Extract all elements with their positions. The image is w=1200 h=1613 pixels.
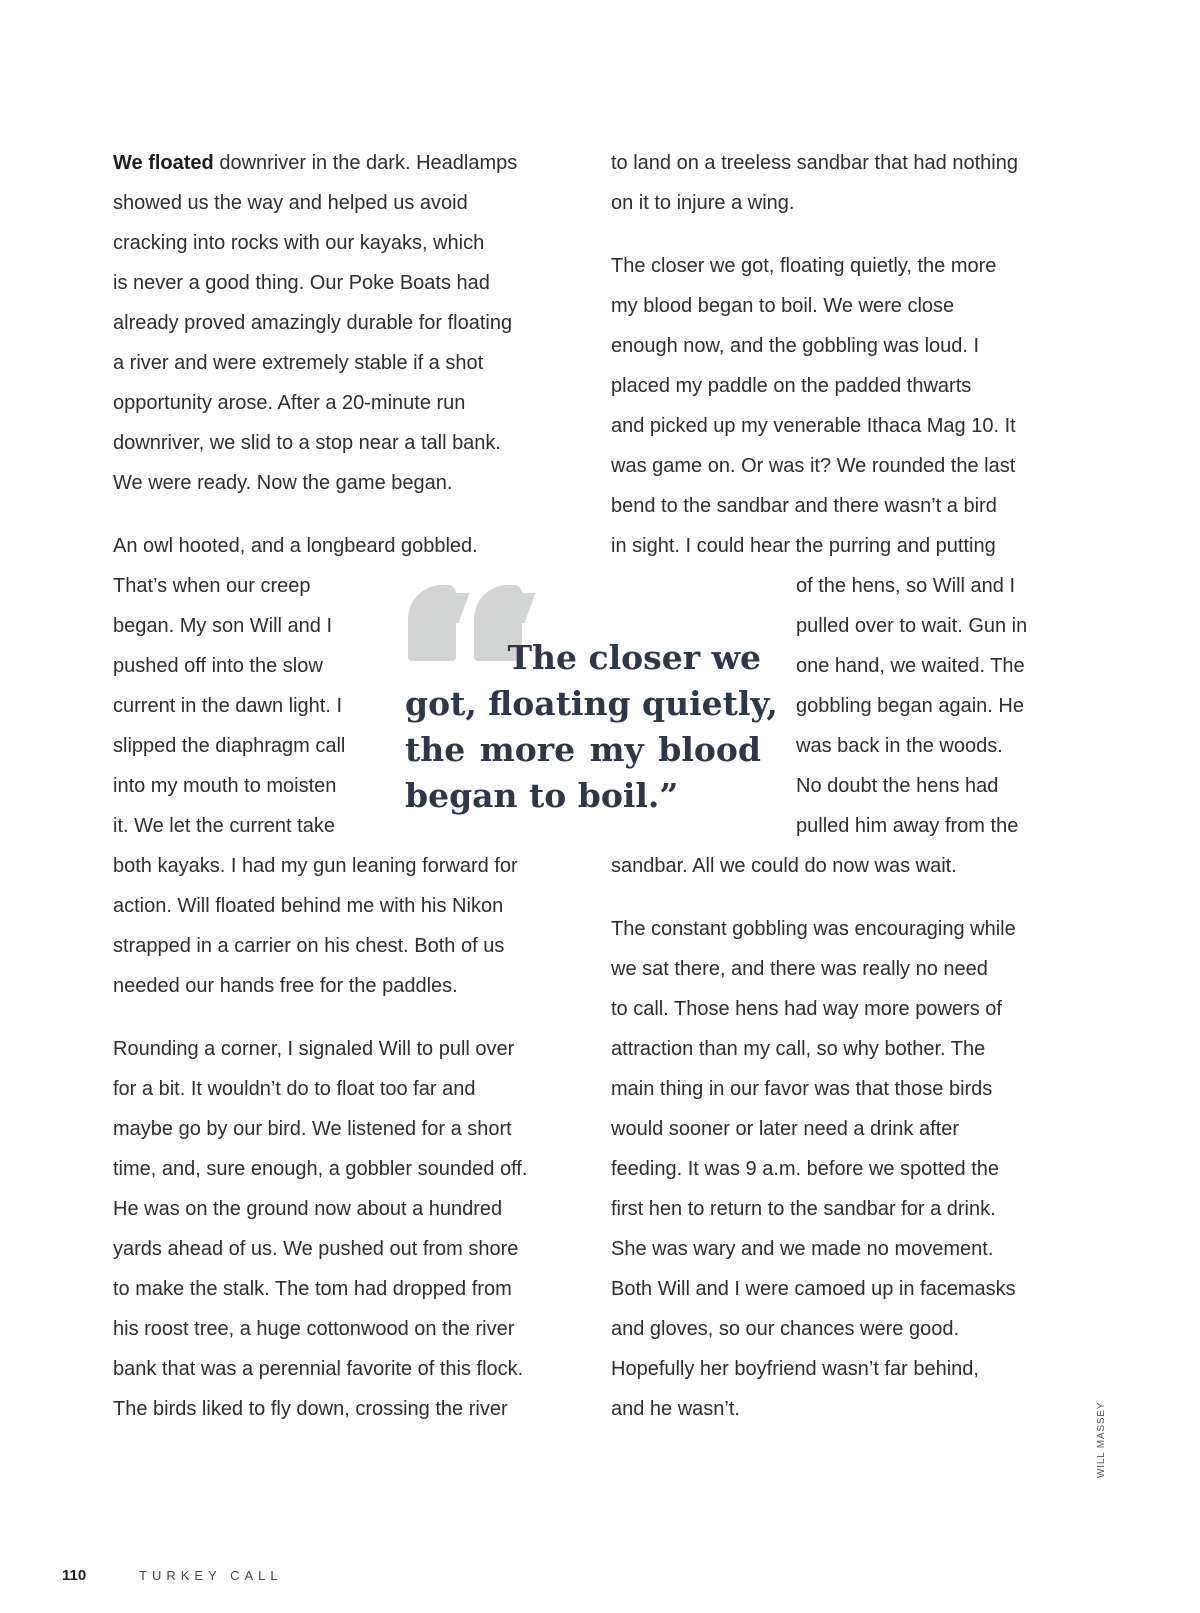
- column-line: He was on the ground now about a hundred: [113, 1198, 503, 1220]
- column-line: of the hens, so Will and I: [796, 575, 1016, 597]
- column-line: opportunity arose. After a 20-minute run: [113, 392, 466, 414]
- pull-quote-line: The closer we: [507, 638, 761, 677]
- column-line: and picked up my venerable Ithaca Mag 10. It: [611, 415, 1016, 437]
- column-line: already proved amazingly durable for floating: [113, 312, 513, 334]
- column-line: She was wary and we made no movement.: [611, 1238, 994, 1260]
- column-line: is never a good thing. Our Poke Boats had: [113, 272, 490, 294]
- column-line: showed us the way and helped us avoid: [113, 192, 468, 214]
- lead-in: We floated: [113, 152, 214, 174]
- column-line: both kayaks. I had my gun leaning forward for: [113, 855, 518, 877]
- column-line: needed our hands free for the paddles.: [113, 975, 458, 997]
- column-line: my blood began to boil. We were close: [611, 295, 955, 317]
- column-line: downriver, we slid to a stop near a tall bank.: [113, 432, 501, 454]
- column-line: time, and, sure enough, a gobbler sounded off.: [113, 1158, 528, 1180]
- column-line: was back in the woods.: [796, 735, 1003, 757]
- column-line: We were ready. Now the game began.: [113, 472, 453, 494]
- column-line: strapped in a carrier on his chest. Both of us: [113, 935, 505, 957]
- column-line: action. Will floated behind me with his Nikon: [113, 895, 504, 917]
- column-line: pulled him away from the: [796, 815, 1019, 837]
- pull-quote-line: began to boil.”: [405, 776, 679, 815]
- column-line: on it to injure a wing.: [611, 192, 795, 214]
- column-line: was game on. Or was it? We rounded the last: [611, 455, 1016, 477]
- column-line: cracking into rocks with our kayaks, which: [113, 232, 485, 254]
- column-line: bank that was a perennial favorite of this flock.: [113, 1358, 524, 1380]
- column-line: The constant gobbling was encouraging while: [611, 918, 1016, 940]
- column-line: bend to the sandbar and there wasn’t a bird: [611, 495, 997, 517]
- column-line: Hopefully her boyfriend wasn’t far behind,: [611, 1358, 979, 1380]
- column-line: it. We let the current take: [113, 815, 335, 837]
- column-line: a river and were extremely stable if a shot: [113, 352, 484, 374]
- column-line: The birds liked to fly down, crossing the river: [113, 1398, 508, 1420]
- column-line: gobbling began again. He: [796, 695, 1024, 717]
- column-line: we sat there, and there was really no need: [611, 958, 988, 980]
- column-line: to make the stalk. The tom had dropped from: [113, 1278, 512, 1300]
- column-line: enough now, and the gobbling was loud. I: [611, 335, 980, 357]
- column-line: for a bit. It wouldn’t do to float too far and: [113, 1078, 476, 1100]
- column-line: began. My son Will and I: [113, 615, 332, 637]
- column-line: to call. Those hens had way more powers of: [611, 998, 1002, 1020]
- column-line: [113, 151, 517, 175]
- column-line: first hen to return to the sandbar for a drink.: [611, 1198, 996, 1220]
- column-line: That’s when our creep: [113, 575, 311, 597]
- column-line: would sooner or later need a drink after: [611, 1118, 959, 1140]
- line-text: downriver in the dark. Headlamps: [213, 152, 518, 174]
- column-line: pulled over to wait. Gun in: [796, 615, 1028, 637]
- column-line: Rounding a corner, I signaled Will to pull over: [113, 1038, 515, 1060]
- column-line: pushed off into the slow: [113, 655, 323, 677]
- column-line: to land on a treeless sandbar that had nothing: [611, 152, 1018, 174]
- column-line: Both Will and I were camoed up in facemasks: [611, 1278, 1016, 1300]
- pull-quote-line: the more my blood: [405, 730, 761, 769]
- column-line: in sight. I could hear the purring and putting: [611, 535, 996, 557]
- column-line: attraction than my call, so why bother. The: [611, 1038, 986, 1060]
- column-line: placed my paddle on the padded thwarts: [611, 375, 972, 397]
- photo-credit: WILL MASSEY: [1096, 1401, 1107, 1478]
- column-line: his roost tree, a huge cottonwood on the river: [113, 1318, 515, 1340]
- column-line: sandbar. All we could do now was wait.: [611, 855, 957, 877]
- column-line: and he wasn’t.: [611, 1398, 740, 1420]
- column-line: An owl hooted, and a longbeard gobbled.: [113, 535, 478, 557]
- column-line: The closer we got, floating quietly, the more: [611, 255, 997, 277]
- column-line: slipped the diaphragm call: [113, 735, 346, 757]
- column-line: main thing in our favor was that those birds: [611, 1078, 993, 1100]
- column-line: maybe go by our bird. We listened for a short: [113, 1118, 512, 1140]
- column-line: No doubt the hens had: [796, 775, 999, 797]
- column-line: yards ahead of us. We pushed out from shore: [113, 1238, 519, 1260]
- column-line: feeding. It was 9 a.m. before we spotted the: [611, 1158, 1000, 1180]
- column-line: current in the dawn light. I: [113, 695, 343, 717]
- column-line: into my mouth to moisten: [113, 775, 337, 797]
- page-number: 110: [62, 1567, 87, 1584]
- magazine-name: TURKEY CALL: [139, 1568, 283, 1583]
- column-line: and gloves, so our chances were good.: [611, 1318, 959, 1340]
- pull-quote-line: got, floating quietly,: [405, 684, 778, 723]
- column-line: one hand, we waited. The: [796, 655, 1025, 677]
